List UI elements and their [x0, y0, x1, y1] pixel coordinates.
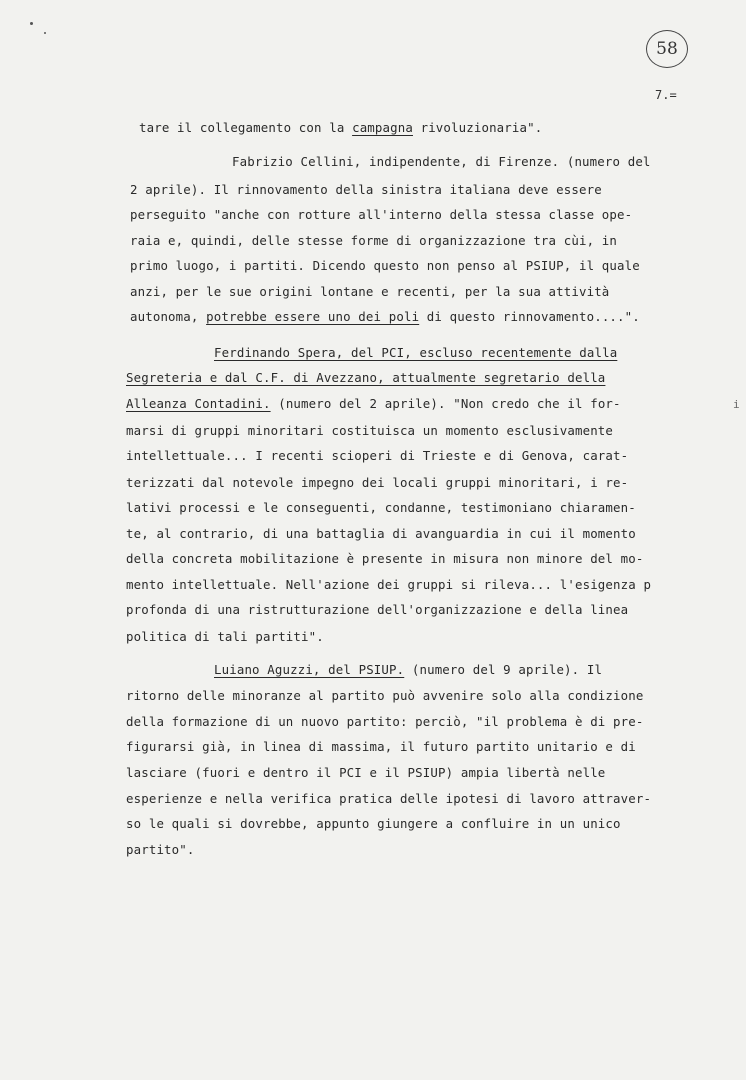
text-line: te, al contrario, di una battaglia di avanguardia in cui il momento — [126, 526, 636, 541]
scan-speck — [44, 32, 46, 34]
text-line: esperienze e nella verifica pratica delle ipotesi di lavoro attraver- — [126, 791, 652, 806]
underlined-text: Alleanza Contadini. — [126, 396, 271, 411]
underlined-text: Luiano Aguzzi, del PSIUP. — [214, 662, 405, 677]
scan-speck — [30, 22, 33, 25]
text-line — [126, 368, 605, 387]
text-line: marsi di gruppi minoritari costituisca un momento esclusivamente — [126, 423, 614, 438]
underlined-text: potrebbe essere uno dei poli — [206, 309, 420, 324]
text-line: primo luogo, i partiti. Dicendo questo non penso al PSIUP, il quale — [130, 258, 640, 273]
text-line: so le quali si dovrebbe, appunto giungere a confluire in un unico — [126, 816, 621, 831]
text-line: lativi processi e le conseguenti, condanne, testimoniano chiaramen- — [126, 500, 636, 515]
handwritten-page-stamp — [646, 30, 688, 68]
text-line: politica di tali partiti". — [126, 629, 324, 644]
text-line: mento intellettuale. Nell'azione dei gruppi si rileva... l'esigenza p — [126, 577, 652, 592]
underlined-text: Segreteria e dal C.F. di Avezzano, attualmente segretario della — [126, 370, 606, 385]
text-line: intellettuale... I recenti scioperi di Trieste e di Genova, carat- — [126, 448, 629, 463]
text-line: figurarsi già, in linea di massima, il futuro partito unitario e di — [126, 739, 636, 754]
underlined-text: campagna — [352, 120, 413, 135]
text-line: ritorno delle minoranze al partito può avvenire solo alla condizione — [126, 688, 644, 703]
text-line: anzi, per le sue origini lontane e recenti, per la sua attività — [130, 284, 610, 299]
text-line: della concreta mobilitazione è presente in misura non minore del mo- — [126, 551, 644, 566]
text-line: autonoma, potrebbe essere uno dei poli di questo rinnovamento....". — [130, 309, 640, 324]
text-line: profonda di una ristrutturazione dell'organizzazione e della linea — [126, 602, 629, 617]
text-line: 2 aprile). Il rinnovamento della sinistra italiana deve essere — [130, 182, 602, 197]
text-line: partito". — [126, 842, 195, 857]
text-line: tare il collegamento con la campagna rivoluzionaria". — [139, 120, 543, 135]
text-line — [214, 343, 617, 362]
text-line: Fabrizio Cellini, indipendente, di Firenze. (numero del — [232, 154, 651, 169]
text-line: terizzati dal notevole impegno dei locali gruppi minoritari, i re- — [126, 475, 629, 490]
text-line: lasciare (fuori e dentro il PCI e il PSIUP) ampia libertà nelle — [126, 765, 606, 780]
text-line: raia e, quindi, delle stesse forme di organizzazione tra cùi, in — [130, 233, 618, 248]
underlined-text: Ferdinando Spera, del PCI, escluso recentemente dalla — [214, 345, 618, 360]
text-line: perseguito "anche con rotture all'interno della stessa classe ope- — [130, 207, 633, 222]
stamp-number: 58 — [656, 39, 678, 59]
text-line: della formazione di un nuovo partito: perciò, "il problema è di pre- — [126, 714, 644, 729]
margin-mark: i — [733, 398, 740, 411]
page-number: 7.= — [655, 88, 677, 102]
text-line: Alleanza Contadini. (numero del 2 aprile). "Non credo che il for- — [126, 396, 621, 411]
text-line: Luiano Aguzzi, del PSIUP. (numero del 9 aprile). Il — [214, 662, 603, 677]
